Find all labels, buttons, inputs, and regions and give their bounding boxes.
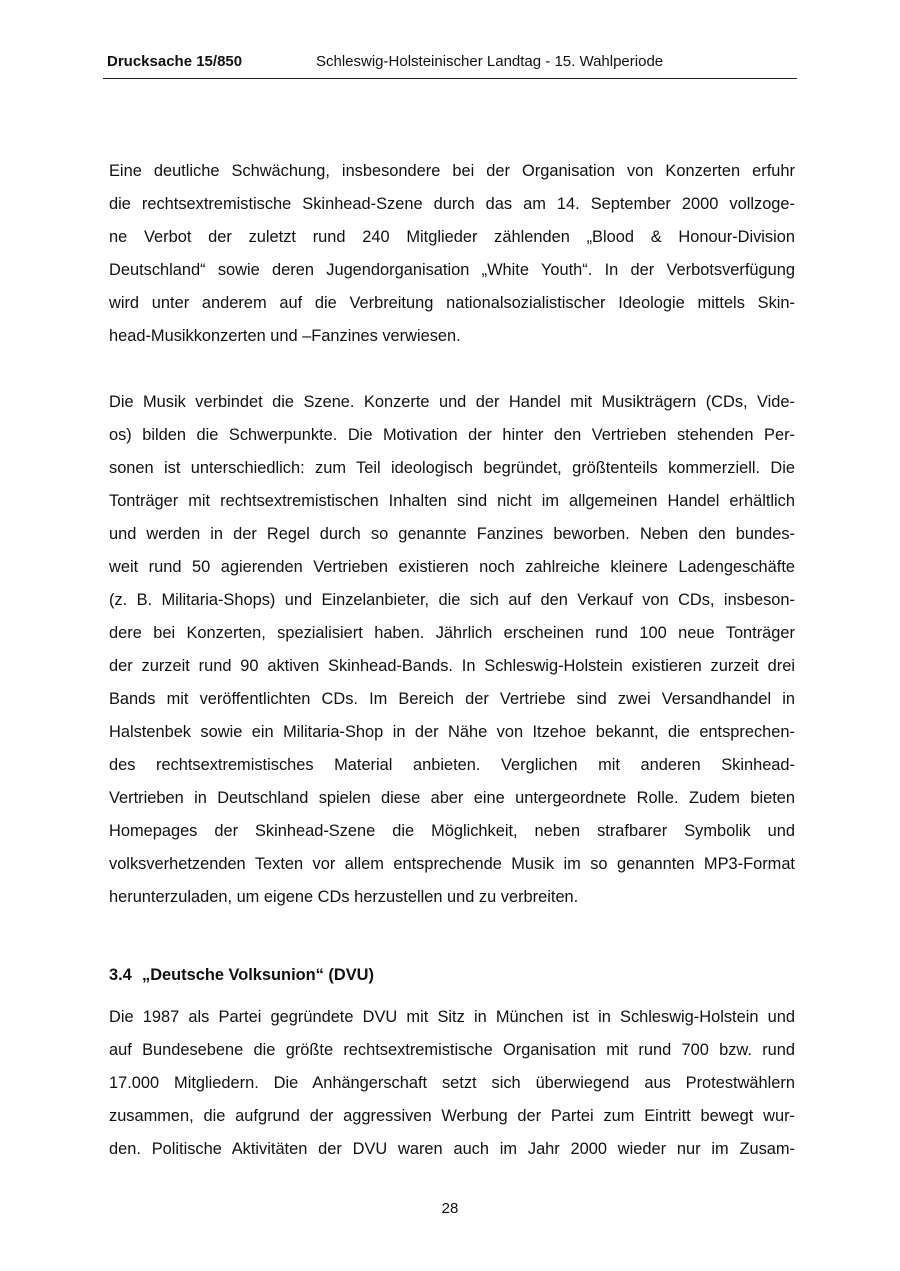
section-heading — [109, 959, 374, 992]
text-line: des rechtsextremistisches Material anbieten. Verglichen mit anderen Skinhead- — [109, 756, 795, 774]
text-line: und werden in der Regel durch so genannte Fanzines beworben. Neben den bundes- — [109, 525, 795, 543]
header-title: Schleswig-Holsteinischer Landtag - 15. Wahlperiode — [316, 53, 664, 70]
text-line: sonen ist unterschiedlich: zum Teil ideologisch begründet, größtenteils kommerziell. Die — [109, 459, 795, 477]
text-line: 17.000 Mitgliedern. Die Anhängerschaft setzt sich überwiegend aus Protestwählern — [109, 1074, 795, 1092]
text-line: der zurzeit rund 90 aktiven Skinhead-Bands. In Schleswig-Holstein existieren zurzeit drei — [109, 657, 795, 675]
text-line: Homepages der Skinhead-Szene die Möglichkeit, neben strafbarer Symbolik und — [109, 822, 795, 840]
text-line: den. Politische Aktivitäten der DVU waren auch im Jahr 2000 wieder nur im Zusam- — [109, 1140, 795, 1158]
text-line: head-Musikkonzerten und –Fanzines verwiesen. — [109, 327, 461, 345]
page-header — [103, 52, 797, 79]
text-line: Tonträger mit rechtsextremistischen Inhalten sind nicht im allgemeinen Handel erhältlich — [109, 492, 795, 510]
text-line: herunterzuladen, um eigene CDs herzustellen und zu verbreiten. — [109, 888, 579, 906]
text-line: ne Verbot der zuletzt rund 240 Mitglieder zählenden „Blood & Honour-Division — [109, 228, 795, 246]
page-number: 28 — [441, 1200, 459, 1217]
text-line: weit rund 50 agierenden Vertrieben existieren noch zahlreiche kleinere Ladengeschäfte — [109, 558, 795, 576]
text-line: (z. B. Militaria-Shops) und Einzelanbieter, die sich auf den Verkauf von CDs, insbeson- — [109, 591, 795, 609]
text-line: Die 1987 als Partei gegründete DVU mit Sitz in München ist in Schleswig-Holstein und — [109, 1008, 795, 1026]
text-line: die rechtsextremistische Skinhead-Szene durch das am 14. September 2000 vollzoge- — [109, 195, 795, 213]
text-line: wird unter anderem auf die Verbreitung nationalsozialistischer Ideologie mittels Skin- — [109, 294, 795, 312]
text-line: zusammen, die aufgrund der aggressiven Werbung der Partei zum Eintritt bewegt wur- — [109, 1107, 795, 1125]
document-number: Drucksache 15/850 — [107, 53, 243, 70]
text-line: Die Musik verbindet die Szene. Konzerte und der Handel mit Musikträgern (CDs, Vide- — [109, 393, 795, 411]
text-line: Deutschland“ sowie deren Jugendorganisation „White Youth“. In der Verbotsverfügung — [109, 261, 795, 279]
text-line: dere bei Konzerten, spezialisiert haben. Jährlich erscheinen rund 100 neue Tonträger — [109, 624, 795, 642]
text-line: auf Bundesebene die größte rechtsextremistische Organisation mit rund 700 bzw. rund — [109, 1041, 795, 1059]
text-line: Halstenbek sowie ein Militaria-Shop in der Nähe von Itzehoe bekannt, die entsprechen- — [109, 723, 795, 741]
section-number: 3.4 — [109, 966, 132, 984]
text-line: Bands mit veröffentlichten CDs. Im Bereich der Vertriebe sind zwei Versandhandel in — [109, 690, 795, 708]
text-line: Vertrieben in Deutschland spielen diese aber eine untergeordnete Rolle. Zudem bieten — [109, 789, 795, 807]
text-line: volksverhetzenden Texten vor allem entsprechende Musik im so genannten MP3-Format — [109, 855, 795, 873]
text-line: Eine deutliche Schwächung, insbesondere bei der Organisation von Konzerten erfuhr — [109, 162, 795, 180]
section-title: „Deutsche Volksunion“ (DVU) — [142, 966, 374, 984]
text-line: os) bilden die Schwerpunkte. Die Motivation der hinter den Vertrieben stehenden Per- — [109, 426, 795, 444]
